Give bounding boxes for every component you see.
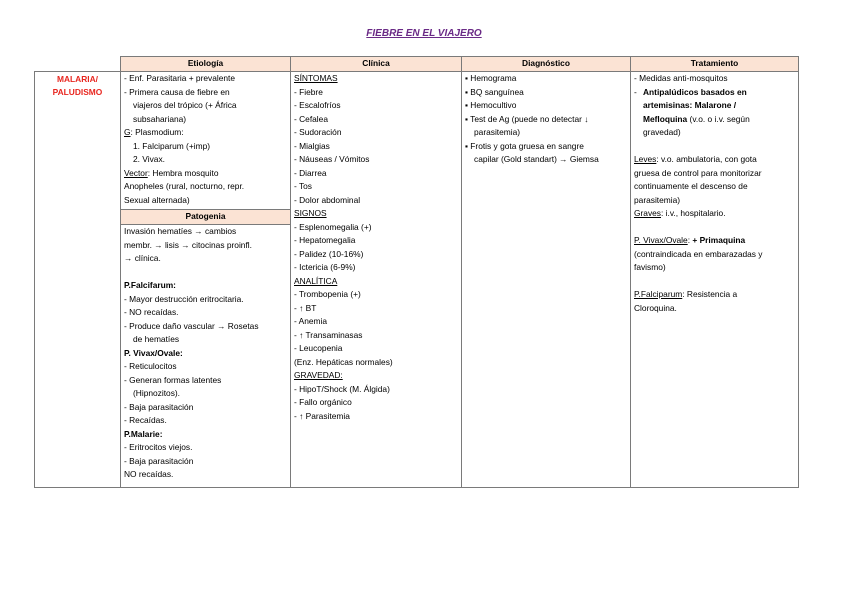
gravedad-item: - Fallo orgánico	[294, 397, 352, 407]
signo-item: - Esplenomegalia (+)	[294, 221, 372, 232]
sintoma-item: - Fiebre	[294, 86, 323, 97]
diagnostico-item: capilar (Gold standart) → Giemsa	[474, 154, 599, 164]
primaquina-label: + Primaquina	[692, 235, 746, 245]
patogenia-line: - Produce daño vascular → Rosetas	[124, 320, 259, 331]
row-label-line-1: MALARIA/	[57, 74, 98, 84]
tratamiento-line: - Antipalúdicos basados en	[634, 86, 747, 97]
sintoma-item: - Dolor abdominal	[294, 194, 361, 205]
diagnostico-item: ▪ BQ sanguínea	[465, 86, 524, 97]
analitica-item: - ↑ Transaminasas	[294, 329, 363, 340]
falciparum-line	[634, 288, 795, 302]
sintoma-item: - Tos	[294, 181, 312, 191]
diagnostico-item: parasitemia)	[474, 127, 521, 137]
patogenia-line: membr. → lisis → citocinas proinfl.	[124, 239, 252, 250]
patogenia-line: - Eritrocitos viejos.	[124, 442, 193, 452]
tratamiento-cell	[631, 72, 799, 488]
etiologia-plasmodium	[124, 126, 287, 140]
falciparum-text: : Resistencia a	[682, 289, 738, 299]
header-diagnostico: Diagnóstico	[462, 57, 631, 72]
diagnostico-item: ▪ Hemograma	[465, 73, 517, 83]
sintoma-item: - Náuseas / Vómitos	[294, 154, 370, 164]
tratamiento-line: continuamente el descenso de	[634, 181, 748, 191]
signo-item: - Ictericia (6-9%)	[294, 262, 356, 272]
tratamiento-line: (contraindicada en embarazadas y	[634, 248, 763, 259]
diagnostico-item: ▪ Frotis y gota gruesa en sangre	[465, 140, 584, 151]
patogenia-line: - Recaídas.	[124, 415, 167, 425]
falciparum-title: P.Falcifarum:	[124, 280, 176, 290]
tratamiento-line: artemisinas: Malarone /	[643, 100, 737, 110]
sintoma-item: - Cefalea	[294, 113, 328, 124]
analitica-item: - Trombopenia (+)	[294, 289, 361, 299]
patogenia-line: - NO recaídas.	[124, 307, 179, 317]
vector-label: Vector	[124, 167, 148, 178]
tratamiento-line	[634, 113, 795, 127]
patogenia-line: (Hipnozitos).	[133, 388, 181, 398]
graves-text: : i.v., hospitalario.	[661, 208, 726, 218]
page-title: FIEBRE EN EL VIAJERO	[366, 28, 482, 39]
vivax-label: P. Vivax/Ovale	[634, 235, 688, 245]
etiologia-line: subsahariana)	[133, 113, 187, 124]
sintoma-item: - Escalofríos	[294, 100, 341, 110]
tratamiento-line: gruesa de control para monitorizar	[634, 167, 762, 178]
etiologia-vector	[124, 167, 287, 181]
analitica-item: (Enz. Hepáticas normales)	[294, 356, 393, 367]
patogenia-line: - Mayor destrucción eritrocitaria.	[124, 293, 244, 304]
etiologia-line: 2. Vivax.	[133, 154, 165, 164]
sintoma-item: - Mialgias	[294, 140, 330, 151]
patogenia-line: - Generan formas latentes	[124, 374, 222, 385]
analitica-item: - Anemia	[294, 316, 328, 326]
gravedad-title: GRAVEDAD:	[294, 370, 343, 380]
signos-title: SIGNOS	[294, 208, 327, 218]
tratamiento-line: Cloroquina.	[634, 302, 677, 313]
tratamiento-line: gravedad)	[643, 127, 681, 137]
empty-corner-cell	[35, 57, 121, 72]
sintoma-item: - Sudoración	[294, 127, 342, 137]
falciparum-label: P.Falciparum	[634, 289, 683, 299]
analitica-title: ANALÍTICA	[294, 275, 338, 286]
row-label	[35, 72, 121, 488]
patogenia-line: - Reticulocitos	[124, 361, 177, 371]
leves-text: : v.o. ambulatoria, con gota	[656, 154, 757, 164]
leves-line	[634, 153, 795, 167]
g-text: : Plasmodium:	[130, 127, 184, 137]
signo-item: - Hepatomegalia	[294, 235, 356, 245]
vivax-line	[634, 234, 795, 248]
diagnostico-item: ▪ Hemocultivo	[465, 100, 517, 110]
header-etiologia: Etiología	[121, 57, 291, 72]
g-label: G	[124, 127, 131, 137]
etiologia-line: - Primera causa de fiebre en	[124, 86, 230, 97]
malarie-title: P.Malarie:	[124, 428, 163, 439]
patogenia-line: - Baja parasitación	[124, 401, 194, 412]
patogenia-header: Patogenia	[121, 209, 290, 225]
mefloquina-text: (v.o. o i.v. según	[687, 113, 750, 124]
patogenia-line: NO recaídas.	[124, 469, 174, 479]
signo-item: - Palidez (10-16%)	[294, 248, 364, 259]
patogenia-line: de hematíes	[133, 334, 180, 344]
etiologia-line: - Enf. Parasitaria + prevalente	[124, 73, 236, 83]
tratamiento-line: - Medidas anti-mosquitos	[634, 73, 728, 83]
leves-label: Leves	[634, 154, 657, 164]
header-tratamiento: Tratamiento	[631, 57, 799, 72]
patogenia-line: - Baja parasitación	[124, 455, 194, 466]
vivax-sep: :	[687, 235, 693, 245]
header-clinica: Clínica	[291, 57, 462, 72]
vector-text: : Hembra mosquito	[147, 167, 219, 178]
analitica-item: - Leucopenia	[294, 343, 343, 353]
gravedad-item: - HipoT/Shock (M. Álgida)	[294, 383, 390, 394]
patogenia-line: Invasión hematíes → cambios	[124, 226, 237, 236]
etiologia-line: viajeros del trópico (+ África	[133, 100, 237, 110]
mefloquina-label: Mefloquina	[643, 113, 688, 124]
vivax-title: P. Vivax/Ovale:	[124, 347, 183, 358]
clinica-cell	[291, 72, 462, 488]
diagnostico-cell	[462, 72, 631, 488]
sintoma-item: - Diarrea	[294, 167, 327, 178]
tratamiento-line: parasitemia)	[634, 194, 681, 205]
patogenia-line: → clínica.	[124, 253, 161, 263]
row-label-line-2: PALUDISMO	[52, 87, 103, 97]
diagnostico-item: ▪ Test de Ag (puede no detectar ↓	[465, 113, 589, 124]
etiologia-line: 1. Falciparum (+imp)	[133, 140, 211, 151]
sintomas-title: SÍNTOMAS	[294, 73, 338, 83]
etiologia-line: Anopheles (rural, nocturno, repr.	[124, 181, 245, 191]
malaria-table	[34, 56, 799, 488]
etiologia-line: Sexual alternada)	[124, 194, 190, 205]
analitica-item: - ↑ BT	[294, 302, 317, 313]
etiologia-cell	[121, 72, 291, 488]
antipaludicos-label: Antipalúdicos basados en	[643, 86, 747, 97]
gravedad-item: - ↑ Parasitemia	[294, 410, 350, 421]
tratamiento-line: favismo)	[634, 262, 666, 272]
graves-line	[634, 207, 795, 221]
graves-label: Graves	[634, 208, 661, 218]
